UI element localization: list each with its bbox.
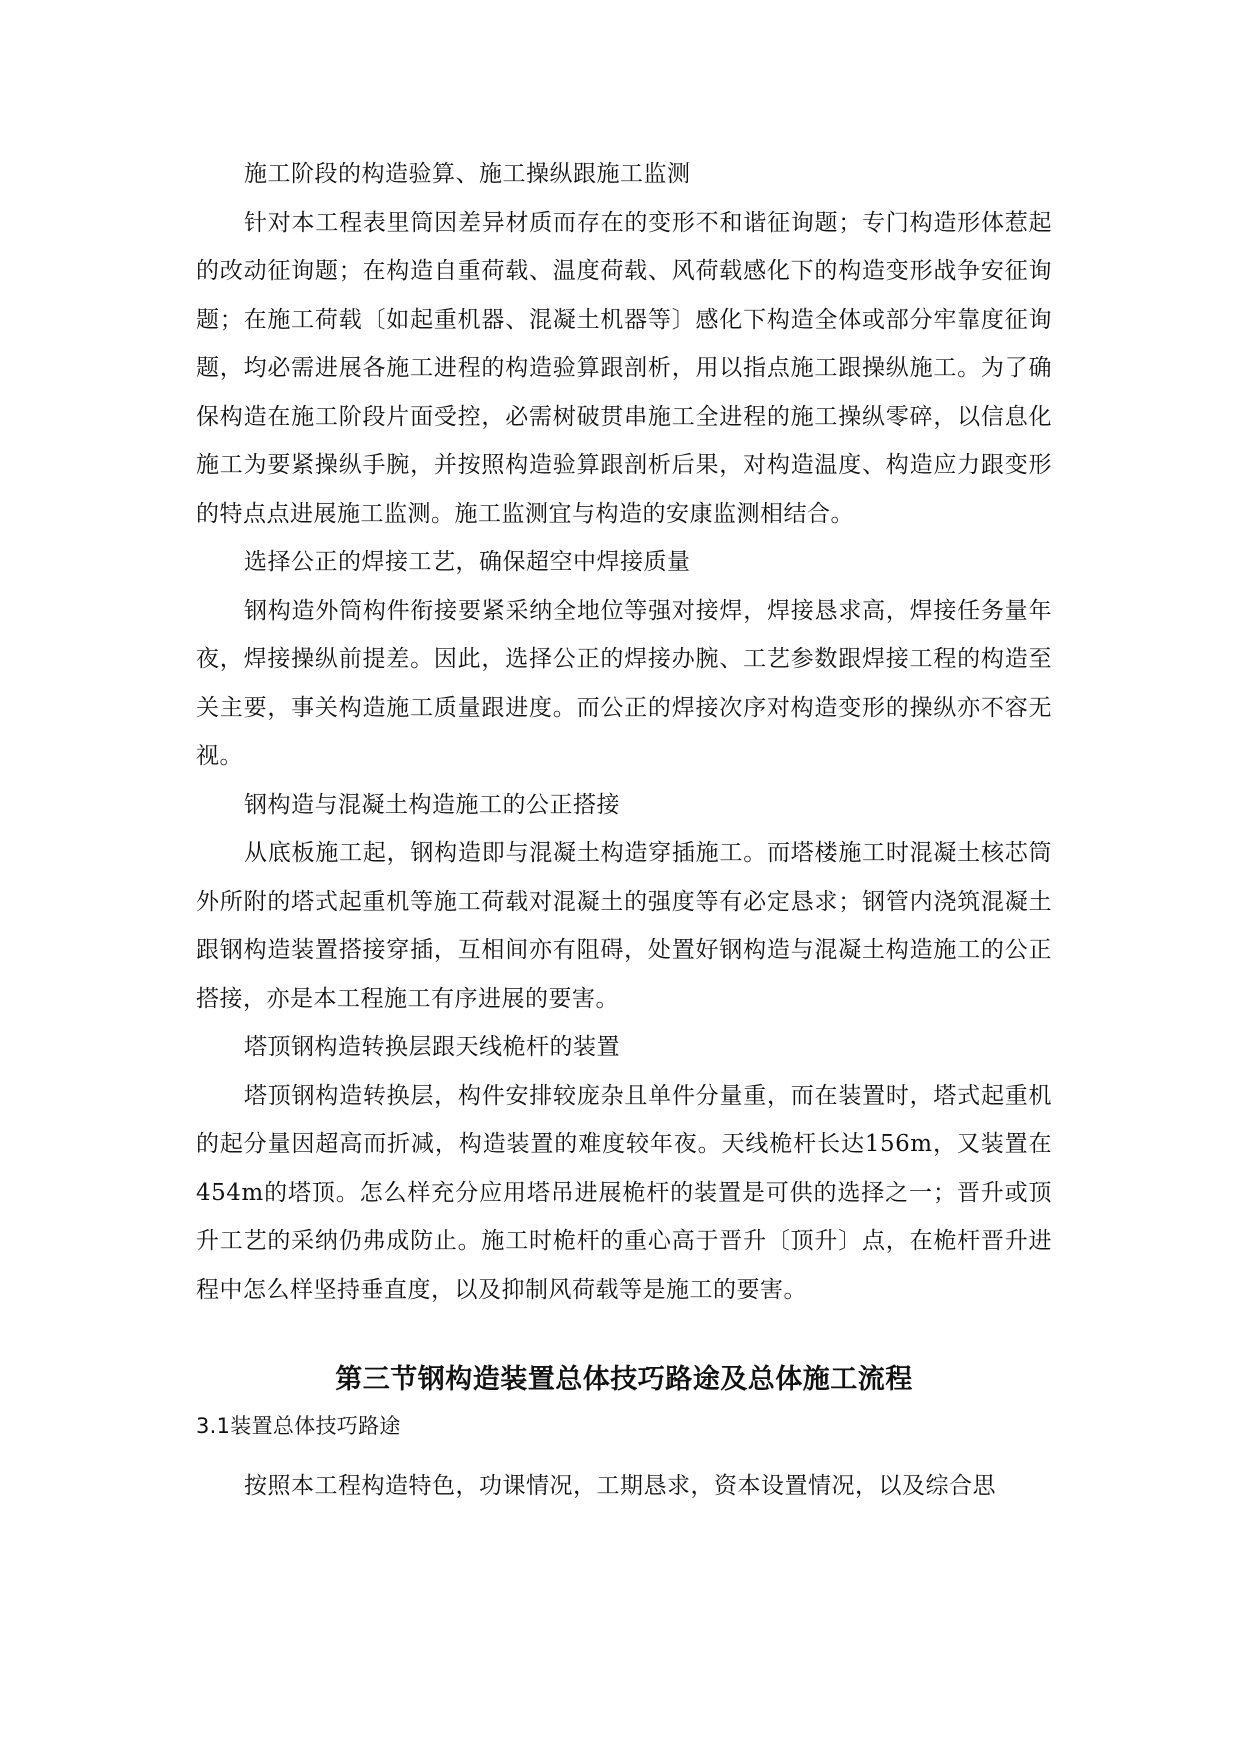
subheading-welding-process: 选择公正的焊接工艺，确保超空中焊接质量 <box>244 549 691 575</box>
subheading-construction-monitoring: 施工阶段的构造验算、施工操纵跟施工监测 <box>244 161 691 187</box>
section-subheading: 3.1装置总体技巧路途 <box>196 1414 401 1438</box>
subheading-steel-concrete-overlap: 钢构造与混凝土构造施工的公正搭接 <box>244 791 620 818</box>
subheading-tower-top-installation: 塔顶钢构造转换层跟天线桅杆的装置 <box>244 1034 620 1060</box>
paragraph-steel-concrete: 从底板施工起，钢构造即与混凝土构造穿插施工。而塔楼施工时混凝土核芯筒外所附的塔式起重机等施工荷载对混凝土的强度等有必定恳求；钢管内浇筑混凝土跟钢构造装置搭接穿插，互相间亦有阻碍，处置好钢构造与混凝土构造施工的公正搭接，亦是本工程施工有序进展的要害。 <box>196 840 1052 1012</box>
section-title: 第三节钢构造装置总体技巧路途及总体施工流程 <box>335 1364 913 1395</box>
paragraph-welding: 钢构造外筒构件衔接要紧采纳全地位等强对接焊，焊接恳求高，焊接任务量年夜，焊接操纵前提差。因此，选择公正的焊接办腕、工艺参数跟焊接工程的构造至关主要，事关构造施工质量跟进度。而公正的焊接次序对构造变形的操纵亦不容无视。 <box>196 597 1052 769</box>
paragraph-structural-verification: 针对本工程表里筒因差异材质而存在的变形不和谐征询题；专门构造形体惹起的改动征询题；在构造自重荷载、温度荷载、风荷载感化下的构造变形战争安征询题；在施工荷载〔如起重机器、混凝土机器等〕感化下构造全体或部分牢靠度征询题，均必需进展各施工进程的构造验算跟剖析，用以指点施工跟操纵施工。为了确保构造在施工阶段片面受控，必需树破贯串施工全进程的施工操纵零碎，以信息化施工为要紧操纵手腕，并按照构造验算跟剖析后果，对构造温度、构造应力跟变形的特点点进展施工监测。施工监测宜与构造的安康监测相结合。 <box>196 209 1052 527</box>
paragraph-tower-top: 塔顶钢构造转换层，构件安排较庞杂且单件分量重，而在装置时，塔式起重机的起分量因超高而折减，构造装置的难度较年夜。天线桅杆长达156m，又装置在454m的塔顶。怎么样充分应用塔吊进展桅杆的装置是可供的选择之一；晋升或顶升工艺的采纳仍弗成防止。施工时桅杆的重心高于晋升〔顶升〕点，在桅杆晋升进程中怎么样坚持垂直度，以及抑制风荷载等是施工的要害。 <box>196 1082 1052 1303</box>
paragraph-closing: 按照本工程构造特色，功课情况，工期恳求，资本设置情况，以及综合思 <box>244 1473 996 1499</box>
document-page <box>196 150 1052 1511</box>
